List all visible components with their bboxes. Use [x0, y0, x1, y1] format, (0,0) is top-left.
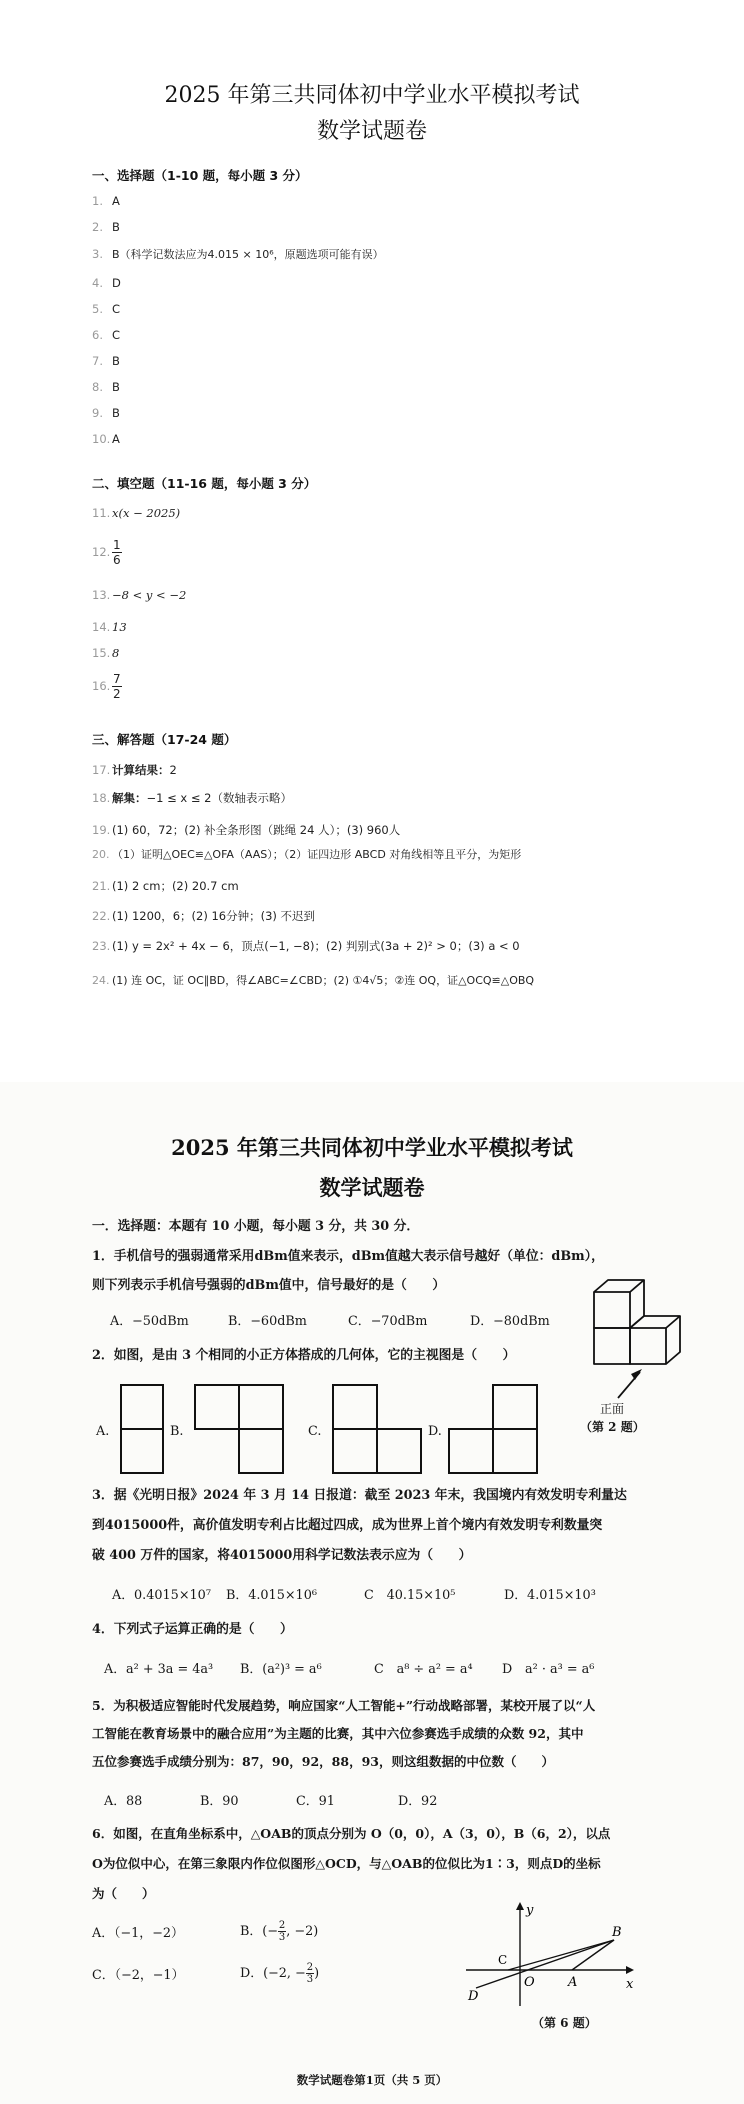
fraction — [306, 1962, 314, 1985]
answer-12 — [92, 538, 122, 567]
exam-title-line2: 数学试题卷 — [319, 1175, 425, 1200]
answer-number: 4. — [92, 276, 103, 290]
q3-line3: 破 400 万件的国家，将4015000用科学记数法表示应为（ ） — [92, 1548, 472, 1563]
answer-21 — [92, 878, 239, 894]
q2-option-b-figure — [194, 1384, 284, 1474]
origin-label: O — [524, 1975, 535, 1990]
answer-number: 19. — [92, 823, 111, 837]
numerator: 7 — [113, 672, 121, 686]
answer-number: 15. — [92, 646, 111, 660]
coord-suffix: , −2) — [286, 1924, 319, 1939]
page-footer: 数学试题卷第1页（共 5 页） — [296, 2073, 448, 2087]
fraction — [112, 672, 122, 701]
section1-heading: 一、选择题（1-10 题，每小题 3 分） — [92, 168, 308, 183]
answer-text: B — [112, 354, 120, 368]
exam-title-line1: 2025 年第三共同体初中学业水平模拟考试 — [171, 1135, 573, 1160]
option-label: D． — [240, 1966, 264, 1981]
exam-sheet — [0, 1082, 744, 2104]
answer-number: 8. — [92, 380, 103, 394]
q6-figure-caption: （第 6 题） — [532, 2016, 597, 2030]
answer-20 — [92, 846, 521, 862]
answer-title-line2: 数学试题卷 — [316, 119, 427, 144]
q1-line1: 1．手机信号的强弱通常采用dBm值来表示，dBm值越大表示信号越好（单位：dBm）， — [92, 1249, 604, 1264]
denominator: 3 — [306, 1974, 314, 1985]
q2-option-c-figure — [332, 1384, 422, 1474]
q5-line1: 5．为积极适应智能时代发展趋势，响应国家“人工智能+”行动战略部署，某校开展了以“人 — [92, 1698, 596, 1713]
answer-text: (1) 1200，6；(2) 16分钟；(3) 不迟到 — [112, 909, 316, 923]
segment-DB — [476, 1940, 614, 1988]
answer-text: 13 — [112, 620, 127, 634]
answer-number: 6. — [92, 328, 103, 342]
answer-7 — [92, 354, 120, 368]
answer-10 — [92, 432, 120, 446]
answer-text: (1) 连 OC，证 OC∥BD，得∠ABC=∠CBD；(2) ①4√5；②连 OQ，证△OCQ≌△OBQ — [112, 974, 535, 987]
answer-23 — [92, 938, 520, 954]
q2-option-d-label: D. — [428, 1424, 442, 1439]
section3-heading: 三、解答题（17-24 题） — [92, 732, 237, 747]
answer-label: 解集： — [112, 791, 147, 805]
answer-3 — [92, 246, 384, 262]
q3-option-d: D．4.015×10³ — [504, 1588, 596, 1603]
answer-22 — [92, 908, 315, 924]
answer-4 — [92, 276, 121, 290]
answer-label: 计算结果： — [112, 763, 170, 777]
coord-prefix: (−2, − — [263, 1966, 306, 1981]
answer-text: D — [112, 276, 121, 290]
q1-option-a: A．−50dBm — [110, 1314, 189, 1329]
q5-option-b: B．90 — [200, 1794, 239, 1809]
answer-18 — [92, 790, 292, 806]
answer-number: 11. — [92, 506, 111, 520]
answer-number: 2. — [92, 220, 103, 234]
q6-line3: 为（ ） — [92, 1886, 155, 1901]
answer-number: 1. — [92, 194, 103, 208]
q2-option-a-figure — [120, 1384, 164, 1474]
answer-number: 23. — [92, 939, 111, 953]
q2-stem: 2．如图，是由 3 个相同的小正方体搭成的几何体，它的主视图是（ ） — [92, 1348, 516, 1363]
q3-line2: 到4015000件，高价值发明专利占比超过四成，成为世界上首个境内有效发明专利数量突 — [92, 1518, 603, 1533]
q2-option-d-figure — [448, 1384, 538, 1474]
q5-line2: 工智能在教育场景中的融合应用”为主题的比赛，其中六位参赛选手成绩的众数 92，其中 — [92, 1726, 584, 1741]
q6-line1: 6．如图，在直角坐标系中，△OAB的顶点分别为 O（0，0），A（3，0），B（6，2），以点 — [92, 1826, 611, 1841]
y-label: y — [526, 1903, 534, 1918]
answer-11 — [92, 506, 180, 520]
answer-text: C — [112, 302, 121, 316]
q5-option-d: D．92 — [398, 1794, 438, 1809]
q2-option-a-label: A. — [96, 1424, 110, 1439]
q4-option-c: C a⁸ ÷ a² = a⁴ — [374, 1662, 473, 1677]
answer-text: A — [112, 194, 120, 208]
denominator: 3 — [278, 1932, 286, 1943]
q4-option-d: D a² · a³ = a⁶ — [502, 1662, 595, 1677]
option-label: B． — [240, 1924, 263, 1939]
answer-number: 16. — [92, 679, 111, 693]
answer-text: (1) 60，72；(2) 补全条形图（跳绳 24 人）；(3) 960人 — [112, 823, 401, 837]
answer-8 — [92, 380, 120, 394]
coord-suffix: ) — [314, 1966, 320, 1981]
q6-option-c: C．（−2，−1） — [92, 1968, 185, 1983]
q3-line1: 3．据《光明日报》2024 年 3 月 14 日报道：截至 2023 年末，我国境内有效发明专利量达 — [92, 1488, 627, 1503]
q6-option-d — [240, 1962, 319, 1985]
segment-CB — [508, 1940, 614, 1970]
point-a-label: A — [568, 1975, 578, 1990]
fraction — [112, 538, 122, 567]
q6-line2: O为位似中心，在第三象限内作位似图形△OCD，与△OAB的位似比为1∶3，则点D的坐标 — [92, 1856, 601, 1871]
coord-prefix: (− — [262, 1924, 278, 1939]
q3-option-b: B．4.015×10⁶ — [226, 1588, 317, 1603]
answer-14 — [92, 620, 127, 634]
q3-option-c: C 40.15×10⁵ — [364, 1588, 456, 1603]
answer-text: C — [112, 328, 121, 342]
answer-text: B — [112, 406, 120, 420]
numerator: 2 — [306, 1962, 314, 1973]
answer-15 — [92, 646, 119, 660]
answer-text: B — [112, 380, 120, 394]
answer-number: 9. — [92, 406, 103, 420]
point-b-label: B — [612, 1925, 622, 1940]
q1-option-b: B．−60dBm — [228, 1314, 307, 1329]
q6-option-b — [240, 1920, 318, 1943]
answer-number: 5. — [92, 302, 103, 316]
q6-coordinate-figure — [462, 1900, 642, 2010]
answer-number: 22. — [92, 909, 111, 923]
section2-heading: 二、填空题（11-16 题，每小题 3 分） — [92, 476, 317, 491]
q1-option-c: C．−70dBm — [348, 1314, 428, 1329]
q5-option-a: A．88 — [104, 1794, 143, 1809]
answer-6 — [92, 328, 120, 342]
answer-1 — [92, 194, 120, 208]
answer-5 — [92, 302, 120, 316]
q4-stem: 4．下列式子运算正确的是（ ） — [92, 1622, 293, 1637]
answer-number: 13. — [92, 588, 111, 602]
numerator: 2 — [278, 1920, 286, 1931]
answer-text: x(x − 2025) — [112, 506, 181, 520]
segment-AB — [572, 1940, 614, 1970]
answer-text: A — [112, 432, 120, 446]
q6-option-a: A．（−1，−2） — [92, 1926, 184, 1941]
answer-number: 7. — [92, 354, 103, 368]
answer-19 — [92, 822, 400, 838]
answer-number: 20. — [92, 848, 110, 861]
answer-number: 3. — [92, 247, 103, 261]
answer-text: (1) y = 2x² + 4x − 6，顶点(−1, −8)；(2) 判别式(3a + 2)² > 0；(3) a < 0 — [112, 939, 520, 953]
x-label: x — [626, 1977, 634, 1992]
answer-text: −1 ≤ x ≤ 2（数轴表示略） — [146, 791, 292, 805]
answer-9 — [92, 406, 120, 420]
point-d-label: D — [468, 1989, 479, 2004]
q2-figure-caption: （第 2 题） — [580, 1420, 645, 1434]
q4-option-b: B．(a²)³ = a⁶ — [240, 1662, 322, 1677]
q1-line2: 则下列表示手机信号强弱的dBm值中，信号最好的是（ ） — [92, 1278, 446, 1293]
exam-section-heading: 一．选择题：本题有 10 小题，每小题 3 分，共 30 分． — [92, 1219, 420, 1234]
q3-option-a: A．0.4015×10⁷ — [112, 1588, 211, 1603]
answer-number: 18. — [92, 791, 111, 805]
answer-16 — [92, 672, 122, 701]
answer-number: 17. — [92, 763, 111, 777]
answer-number: 21. — [92, 879, 111, 893]
q4-option-a: A．a² + 3a = 4a³ — [104, 1662, 214, 1677]
q1-option-d: D．−80dBm — [470, 1314, 550, 1329]
q2-option-b-label: B. — [170, 1424, 184, 1439]
q2-option-c-label: C. — [308, 1424, 322, 1439]
answer-title-line1: 2025 年第三共同体初中学业水平模拟考试 — [164, 83, 580, 108]
answer-number: 14. — [92, 620, 111, 634]
q5-option-c: C．91 — [296, 1794, 335, 1809]
answer-number: 12. — [92, 545, 111, 559]
answer-2 — [92, 220, 120, 234]
answer-13 — [92, 588, 186, 602]
numerator: 1 — [113, 538, 121, 552]
answer-number: 24. — [92, 974, 110, 987]
point-c-label: C — [498, 1953, 508, 1967]
answer-text: (1) 2 cm；(2) 20.7 cm — [112, 879, 239, 893]
answer-text: 8 — [112, 646, 120, 660]
answer-24 — [92, 972, 534, 988]
answer-number: 10. — [92, 432, 111, 446]
q2-front-label: 正面 — [600, 1402, 625, 1416]
answer-17 — [92, 762, 177, 778]
q2-3d-figure — [584, 1272, 694, 1402]
answer-text: B（科学记数法应为4.015 × 10⁶，原题选项可能有误） — [112, 248, 384, 261]
answer-text: B — [112, 220, 120, 234]
answer-text: （1）证明△OEC≌△OFA（AAS）；（2）证四边形 ABCD 对角线相等且平分，为矩形 — [112, 848, 522, 861]
q5-line3: 五位参赛选手成绩分别为：87，90，92，88，93，则这组数据的中位数（ ） — [92, 1754, 554, 1769]
denominator: 2 — [113, 687, 121, 701]
answer-text: 2 — [169, 763, 177, 777]
answer-text: −8 < y < −2 — [112, 588, 187, 602]
denominator: 6 — [113, 553, 121, 567]
